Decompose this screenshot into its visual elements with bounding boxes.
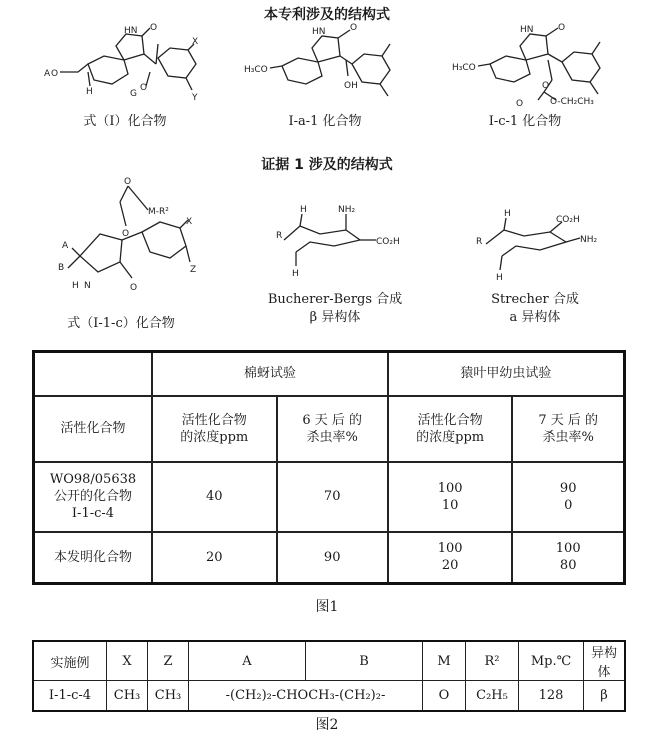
header-cell: X bbox=[107, 641, 148, 681]
structure-i-c-1 bbox=[478, 28, 600, 100]
atom-label: Y bbox=[192, 93, 198, 103]
cell-compound: WO98/05638 公开的化合物 I-1-c-4 bbox=[34, 462, 153, 532]
structure-caption: I-c-1 化合物 bbox=[488, 114, 562, 129]
atom-label: H bbox=[292, 269, 299, 279]
header-cotton-aphid-test: 棉蚜试验 bbox=[152, 352, 388, 396]
cell-value: 40 bbox=[152, 462, 277, 532]
atom-label: O bbox=[542, 81, 550, 91]
header-cell: 实施例 bbox=[33, 641, 107, 681]
atom-label: O bbox=[150, 23, 158, 33]
cell-value: CH₃ bbox=[148, 681, 189, 711]
structure-formula-i bbox=[60, 28, 199, 90]
atom-label: X bbox=[186, 217, 193, 227]
atom-label: O-CH₂CH₃ bbox=[550, 97, 594, 107]
atom-label: B bbox=[58, 263, 65, 273]
header-kill-rate: 6 天 后 的 杀虫率% bbox=[277, 396, 388, 462]
cell-value: 100 20 bbox=[388, 532, 513, 584]
atom-label: H bbox=[86, 87, 93, 97]
cell-compound: 本发明化合物 bbox=[34, 532, 153, 584]
figure-caption: 图2 bbox=[315, 717, 339, 733]
cell-value: C₂H₅ bbox=[466, 681, 519, 711]
atom-label: X bbox=[192, 37, 199, 47]
structure-caption: β 异构体 bbox=[309, 310, 361, 325]
structure-caption: 式（I-1-c）化合物 bbox=[67, 316, 175, 331]
cell-value: -(CH₂)₂-CHOCH₃-(CH₂)₂- bbox=[189, 681, 423, 711]
heading-evidence-structures: 证据 1 涉及的结构式 bbox=[261, 157, 393, 173]
cell-value: 128 bbox=[519, 681, 584, 711]
atom-label: HN bbox=[124, 26, 138, 36]
atom-label: H bbox=[72, 281, 79, 291]
cell-value: I-1-c-4 bbox=[33, 681, 107, 711]
atom-label: OH bbox=[344, 81, 358, 91]
header-kill-rate: 7 天 后 的 杀虫率% bbox=[512, 396, 624, 462]
cell-value: 70 bbox=[277, 462, 388, 532]
structure-i-a-1 bbox=[270, 30, 390, 96]
structure-caption: Bucherer-Bergs 合成 bbox=[267, 292, 403, 307]
header-cell: B bbox=[306, 641, 423, 681]
header-concentration: 活性化合物 的浓度ppm bbox=[152, 396, 277, 462]
cell-value: 100 80 bbox=[512, 532, 624, 584]
header-cell: Z bbox=[148, 641, 189, 681]
table-row bbox=[33, 681, 625, 711]
atom-label: H₃CO bbox=[244, 65, 268, 75]
header-blank bbox=[34, 352, 153, 396]
cell-value: β bbox=[584, 681, 626, 711]
header-cell: M bbox=[423, 641, 466, 681]
cell-value: 20 bbox=[152, 532, 277, 584]
header-active-compound: 活性化合物 bbox=[34, 396, 153, 462]
table-row bbox=[34, 532, 625, 584]
atom-label: O bbox=[51, 69, 59, 79]
cell-value: CH₃ bbox=[107, 681, 148, 711]
atom-label: O bbox=[516, 99, 524, 109]
atom-label: NH₂ bbox=[580, 235, 598, 245]
atom-label: CO₂H bbox=[376, 237, 400, 247]
atom-label: H₃CO bbox=[452, 63, 476, 73]
atom-label: M-R² bbox=[148, 207, 169, 217]
atom-label: O bbox=[140, 83, 148, 93]
cell-value: 90 bbox=[277, 532, 388, 584]
structure-caption: I-a-1 化合物 bbox=[288, 114, 362, 129]
atom-label: O bbox=[350, 23, 358, 33]
structure-caption: a 异构体 bbox=[509, 310, 561, 325]
atom-label: O bbox=[558, 23, 566, 33]
atom-label: HN bbox=[312, 27, 326, 37]
atom-label: CO₂H bbox=[556, 215, 580, 225]
cell-value: O bbox=[423, 681, 466, 711]
header-cell: Mp.℃ bbox=[519, 641, 584, 681]
atom-label: H bbox=[300, 205, 307, 215]
cell-value: 100 10 bbox=[388, 462, 513, 532]
atom-label: NH₂ bbox=[338, 205, 356, 215]
atom-label: O bbox=[124, 177, 132, 187]
atom-label: R bbox=[276, 231, 283, 241]
structure-bucherer-bergs bbox=[284, 214, 376, 266]
insecticide-test-table bbox=[32, 350, 626, 585]
structure-strecher bbox=[486, 218, 580, 270]
table-row bbox=[34, 462, 625, 532]
heading-patent-structures: 本专利涉及的结构式 bbox=[264, 7, 390, 23]
atom-label: H bbox=[504, 209, 511, 219]
atom-label: A bbox=[62, 241, 69, 251]
header-cell: A bbox=[189, 641, 306, 681]
figure-caption: 图1 bbox=[315, 599, 339, 615]
header-concentration: 活性化合物 的浓度ppm bbox=[388, 396, 513, 462]
structure-caption: 式（I）化合物 bbox=[83, 114, 167, 129]
header-leaf-beetle-test: 猿叶甲幼虫试验 bbox=[388, 352, 625, 396]
atom-label: A bbox=[44, 69, 51, 79]
example-compound-table bbox=[32, 640, 626, 712]
atom-label: O bbox=[122, 229, 130, 239]
atom-label: HN bbox=[520, 25, 534, 35]
atom-label: O bbox=[130, 283, 138, 293]
atom-label: H bbox=[496, 273, 503, 283]
structure-caption: Strecher 合成 bbox=[491, 292, 579, 307]
cell-value: 90 0 bbox=[512, 462, 624, 532]
atom-label: N bbox=[84, 281, 91, 291]
atom-label: R bbox=[476, 237, 483, 247]
atom-label: G bbox=[130, 89, 137, 99]
atom-label: Z bbox=[190, 265, 197, 275]
header-cell: R² bbox=[466, 641, 519, 681]
header-cell: 异构体 bbox=[584, 641, 626, 681]
